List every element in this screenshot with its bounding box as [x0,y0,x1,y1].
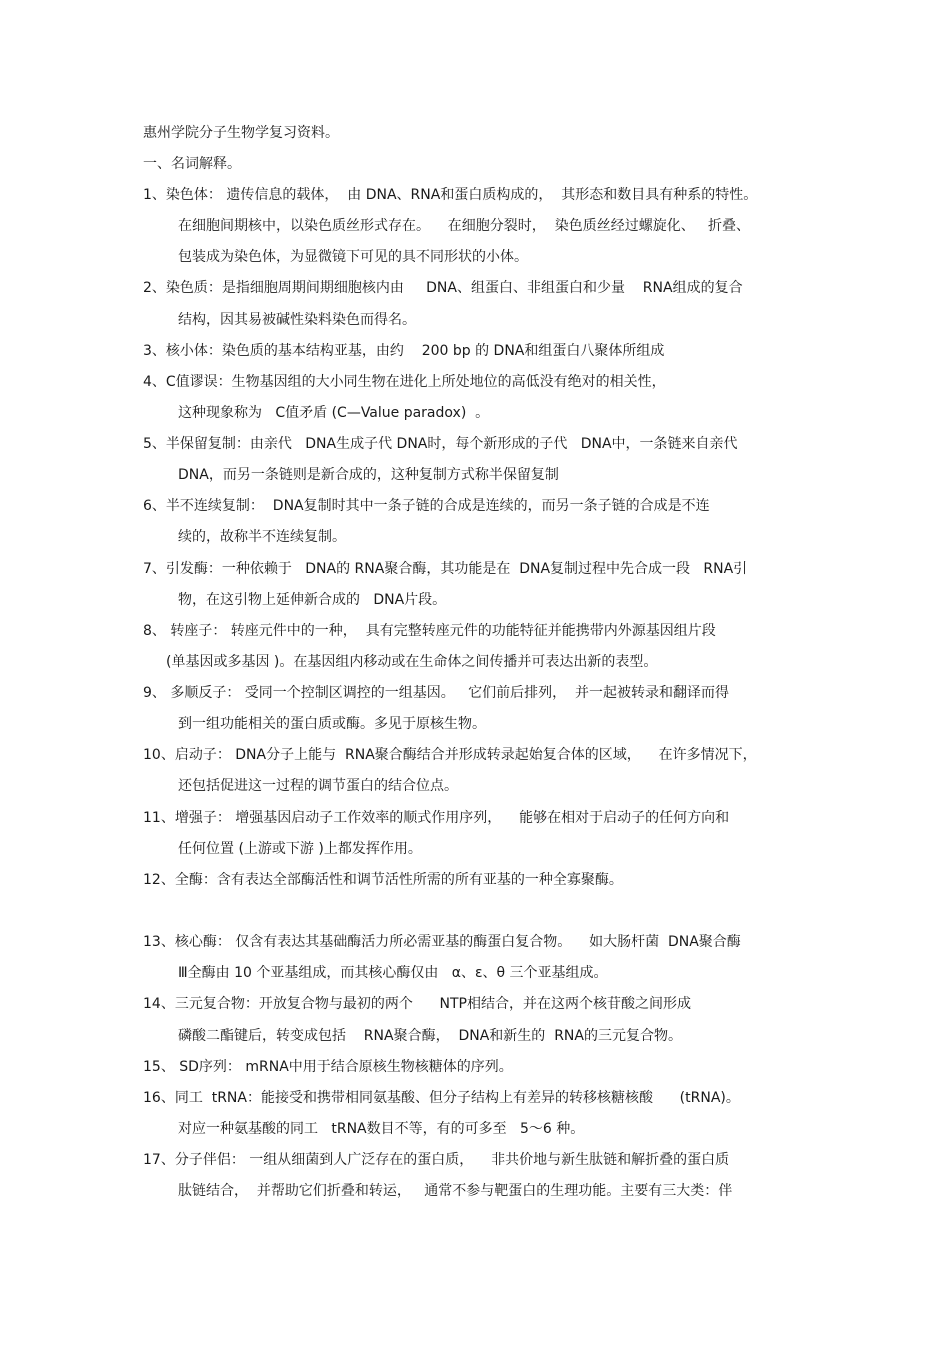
term-line: 3、核小体：染色质的基本结构亚基，由约 200 bp 的 DNA和组蛋白八聚体所组成 [143,343,665,359]
term-line: 结构，因其易被碱性染料染色而得名。 [178,312,416,328]
term-line: 2、染色质：是指细胞周期间期细胞核内由 DNA、组蛋白、非组蛋白和少量 RNA组成的复合 [143,280,743,296]
term-line: 14、三元复合物：开放复合物与最初的两个 NTP相结合，并在这两个核苷酸之间形成 [143,996,691,1012]
term-line: 物，在这引物上延伸新合成的 DNA片段。 [178,592,447,608]
term-line: 任何位置 (上游或下游 )上都发挥作用。 [178,841,422,857]
term-line: 包装成为染色体，为显微镜下可见的具不同形状的小体。 [178,249,528,265]
term-line: 7、引发酶：一种依赖于 DNA的 RNA聚合酶，其功能是在 DNA复制过程中先合成一段 RNA引 [143,561,748,577]
term-line: (单基因或多基因 )。在基因组内移动或在生命体之间传播并可表达出新的表型。 [166,654,658,670]
doc-title: 惠州学院分子生物学复习资料。 [143,125,339,141]
term-line: 在细胞间期核中，以染色质丝形式存在。 在细胞分裂时， 染色质丝经过螺旋化、 折叠、 [178,218,751,234]
term-line: 11、增强子： 增强基因启动子工作效率的顺式作用序列， 能够在相对于启动子的任何方向和 [143,810,730,826]
term-line: 6、半不连续复制： DNA复制时其中一条子链的合成是连续的，而另一条子链的合成是不连 [143,498,710,514]
section-heading: 一、名词解释。 [143,156,241,172]
term-line: 续的，故称半不连续复制。 [178,529,346,545]
term-line: 到一组功能相关的蛋白质或酶。多见于原核生物。 [178,716,486,732]
term-line: DNA，而另一条链则是新合成的，这种复制方式称半保留复制 [178,467,559,483]
term-line: 5、半保留复制：由亲代 DNA生成子代 DNA时，每个新形成的子代 DNA中，一条链来自亲代 [143,436,738,452]
term-line: 12、全酶：含有表达全部酶活性和调节活性所需的所有亚基的一种全寡聚酶。 [143,872,623,888]
term-line: 13、核心酶： 仅含有表达其基础酶活力所必需亚基的酶蛋白复合物。 如大肠杆菌 DNA聚合酶 [143,934,741,950]
term-line: 磷酸二酯键后，转变成包括 RNA聚合酶， DNA和新生的 RNA的三元复合物。 [178,1028,682,1044]
term-line: 对应一种氨基酸的同工 tRNA数目不等，有的可多至 5～6 种。 [178,1121,585,1137]
term-line: 16、同工 tRNA：能接受和携带相同氨基酸、但分子结构上有差异的转移核糖核酸 (tRNA)。 [143,1090,740,1106]
term-line: 10、启动子： DNA分子上能与 RNA聚合酶结合并形成转录起始复合体的区域， 在许多情况下， [143,747,757,763]
term-line: 这种现象称为 C值矛盾 (C—Value paradox) 。 [178,405,490,421]
term-line: 4、C值谬误：生物基因组的大小同生物在进化上所处地位的高低没有绝对的相关性， [143,374,666,390]
term-line: 1、染色体： 遗传信息的载体， 由 DNA、RNA和蛋白质构成的， 其形态和数目具有种系的特性。 [143,187,758,203]
term-line: 9、 多顺反子： 受同一个控制区调控的一组基因。 它们前后排列， 并一起被转录和翻译而得 [143,685,730,701]
term-line: 17、分子伴侣： 一组从细菌到人广泛存在的蛋白质， 非共价地与新生肽链和解折叠的蛋白质 [143,1152,730,1168]
term-line: 还包括促进这一过程的调节蛋白的结合位点。 [178,778,458,794]
term-line: 15、 SD序列： mRNA中用于结合原核生物核糖体的序列。 [143,1059,513,1075]
term-line: 肽链结合， 并帮助它们折叠和转运， 通常不参与靶蛋白的生理功能。主要有三大类：伴 [178,1183,733,1199]
term-line: Ⅲ全酶由 10 个亚基组成，而其核心酶仅由 α、ε、θ 三个亚基组成。 [178,965,608,981]
term-line: 8、 转座子： 转座元件中的一种， 具有完整转座元件的功能特征并能携带内外源基因组片段 [143,623,716,639]
